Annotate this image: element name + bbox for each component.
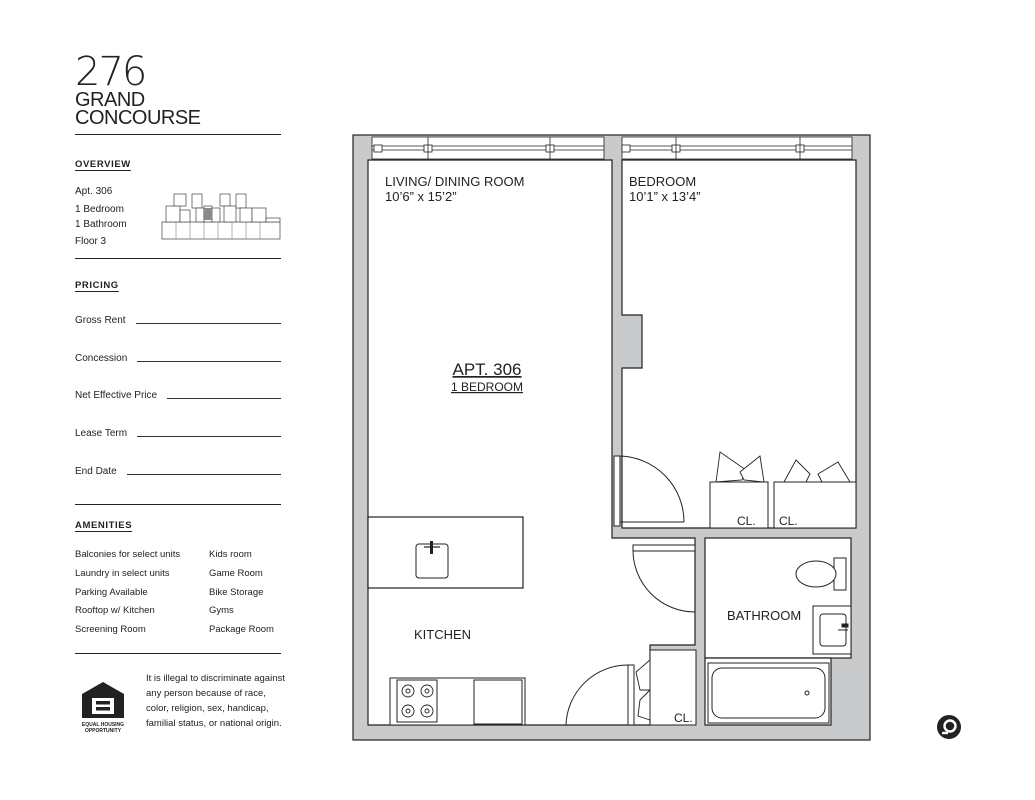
pricing-label: Gross Rent bbox=[75, 315, 126, 326]
amenity-item: Kids room bbox=[209, 549, 252, 560]
amenity-item: Balconies for select units bbox=[75, 549, 181, 560]
floor-number: Floor 3 bbox=[75, 236, 107, 247]
amenity-item: Laundry in select units bbox=[75, 568, 170, 579]
developer-logo-icon bbox=[936, 714, 962, 740]
refrigerator-icon bbox=[474, 680, 522, 724]
pricing-label: Net Effective Price bbox=[75, 390, 158, 401]
kitchen-label: KITCHEN bbox=[414, 627, 472, 642]
logo-number: 276 bbox=[75, 49, 146, 95]
amenity-item: Screening Room bbox=[75, 624, 146, 635]
bathtub-icon bbox=[708, 663, 829, 723]
pricing-heading: PRICING bbox=[75, 280, 119, 291]
bedroom-size: 10’1” x 13’4” bbox=[629, 189, 701, 204]
amenity-item: Package Room bbox=[209, 624, 274, 635]
apt-subtitle: 1 BEDROOM bbox=[450, 380, 524, 394]
closet-label: CL. bbox=[737, 514, 756, 528]
amenity-item: Game Room bbox=[209, 568, 263, 579]
fair-housing-notice: It is illegal to discriminate against any person because of race, color, religion, sex, handicap, familial status, or national origin. bbox=[146, 673, 285, 729]
apt-title: APT. 306 bbox=[452, 360, 522, 379]
closet-label: CL. bbox=[674, 711, 693, 725]
overview-heading: OVERVIEW bbox=[75, 159, 131, 170]
bathroom-label: BATHROOM bbox=[727, 608, 802, 623]
logo-line2: CONCOURSE bbox=[75, 107, 201, 129]
pricing-label: Lease Term bbox=[75, 428, 128, 439]
apt-number: Apt. 306 bbox=[75, 186, 113, 197]
bedroom-count: 1 Bedroom bbox=[75, 204, 124, 215]
equal-housing-caption-line1: EQUAL HOUSING bbox=[81, 722, 125, 728]
pricing-label: Concession bbox=[75, 353, 128, 364]
bedroom-label: BEDROOM bbox=[629, 174, 697, 189]
living-room-size: 10’6” x 15’2” bbox=[385, 189, 457, 204]
amenity-item: Gyms bbox=[209, 605, 234, 616]
amenity-item: Rooftop w/ Kitchen bbox=[75, 605, 155, 616]
equal-housing-caption-line2: OPPORTUNITY bbox=[84, 728, 122, 734]
amenity-item: Parking Available bbox=[75, 587, 148, 598]
bathroom-count: 1 Bathroom bbox=[75, 219, 127, 230]
pricing-label: End Date bbox=[75, 466, 117, 477]
bathroom-sink-icon bbox=[813, 606, 851, 654]
logo-line1: GRAND bbox=[75, 89, 145, 111]
living-room-label: LIVING/ DINING ROOM bbox=[385, 174, 525, 189]
amenities-heading: AMENITIES bbox=[75, 520, 133, 531]
closet-label: CL. bbox=[779, 514, 798, 528]
amenity-item: Bike Storage bbox=[209, 587, 264, 598]
